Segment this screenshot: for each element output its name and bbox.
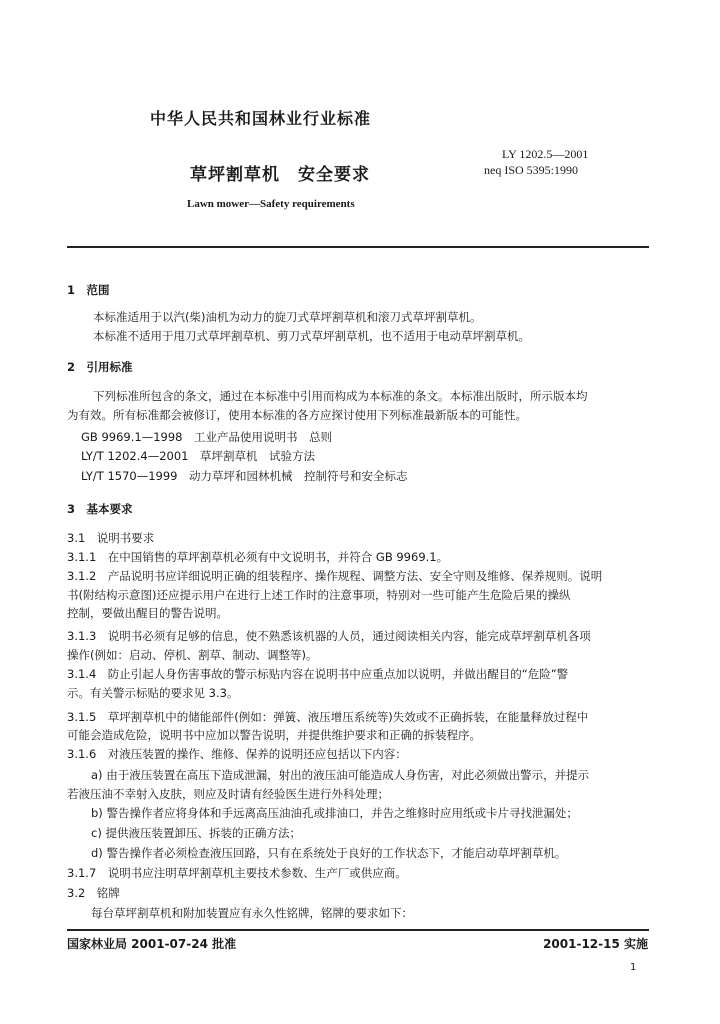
standard-title-cn: 草坪割草机 安全要求	[190, 165, 370, 185]
approval-date: 国家林业局 2001-07-24 批准	[67, 937, 237, 951]
issuing-authority: 中华人民共和国林业行业标准	[150, 109, 372, 128]
text-line: 3.1.2 产品说明书应详细说明正确的组装程序、操作规程、调整方法、安全守则及维修、保养规则。说明	[67, 569, 603, 583]
text-line: 每台草坪割草机和附加装置应有永久性铭牌，铭牌的要求如下：	[91, 906, 413, 920]
page-number: 1	[630, 962, 637, 973]
text-line: 书(附结构示意图)还应提示用户在进行上述工作时的注意事项，特别对一些可能产生危险后果的操纵	[67, 588, 571, 602]
text-line: 3.1.4 防止引起人身伤害事故的警示标贴内容在说明书中应重点加以说明，并做出醒目的“危险”警	[67, 667, 569, 681]
text-line: 本标准不适用于甩刀式草坪割草机、剪刀式草坪割草机，也不适用于电动草坪割草机。	[93, 329, 530, 343]
text-line: b) 警告操作者应将身体和手远离高压油油孔或排油口，并告之维修时应用纸或卡片寻找泄漏处；	[91, 806, 578, 820]
text-line: 操作(例如：启动、停机、割草、制动、调整等)。	[67, 648, 318, 662]
text-line: d) 警告操作者必须检查液压回路，只有在系统处于良好的工作状态下，才能启动草坪割草机。	[91, 846, 567, 860]
section-heading: 2 引用标准	[67, 360, 133, 374]
text-line: 3.1.3 说明书必须有足够的信息，使不熟悉该机器的人员，通过阅读相关内容，能完成草坪割草机各项	[67, 629, 591, 643]
standard-title-en: Lawn mower—Safety requirements	[187, 198, 355, 210]
text-line: 本标准适用于以汽(柴)油机为动力的旋刀式草坪割草机和滚刀式草坪割草机。	[93, 310, 482, 324]
text-line: 3.1 说明书要求	[67, 531, 155, 545]
text-line: 3.1.6 对液压装置的操作、维修、保养的说明还应包括以下内容：	[67, 747, 407, 761]
implementation-date: 2001-12-15 实施	[543, 937, 648, 951]
equivalent-standard-code: neq ISO 5395:1990	[484, 163, 578, 177]
text-line: a) 由于液压装置在高压下造成泄漏，射出的液压油可能造成人身伤害，对此必须做出警示，并提示	[91, 768, 590, 782]
text-line: 控制，要做出醒目的警告说明。	[67, 606, 228, 620]
footer-rule	[67, 929, 649, 931]
standard-code: LY 1202.5—2001	[502, 147, 589, 161]
text-line: 3.1.7 说明书应注明草坪割草机主要技术参数、生产厂或供应商。	[67, 866, 407, 880]
text-line: 为有效。所有标准都会被修订，使用本标准的各方应探讨使用下列标准最新版本的可能性。	[67, 408, 527, 422]
section-heading: 3 基本要求	[67, 502, 133, 516]
section-heading: 1 范围	[67, 283, 110, 297]
text-line: c) 提供液压装置卸压、拆装的正确方法；	[91, 826, 301, 840]
text-line: 示。有关警示标贴的要求见 3.3。	[67, 686, 239, 700]
text-line: 下列标准所包含的条文，通过在本标准中引用而构成为本标准的条文。本标准出版时，所示版本均	[93, 389, 588, 403]
text-line: 3.1.1 在中国销售的草坪割草机必须有中文说明书，并符合 GB 9969.1。	[67, 550, 449, 564]
text-line: LY/T 1570—1999 动力草坪和园林机械 控制符号和安全标志	[81, 469, 408, 483]
text-line: 3.2 铭牌	[67, 886, 120, 900]
text-line: LY/T 1202.4—2001 草坪割草机 试验方法	[81, 449, 315, 463]
text-line: 若液压油不幸射入皮肤，则应及时请有经验医生进行外科处理；	[67, 787, 389, 801]
text-line: 3.1.5 草坪割草机中的储能部件(例如：弹簧、液压增压系统等)失效或不正确拆装，在能量释放过程中	[67, 710, 589, 724]
text-line: GB 9969.1—1998 工业产品使用说明书 总则	[81, 430, 332, 444]
header-rule	[67, 246, 649, 248]
text-line: 可能会造成危险，说明书中应加以警告说明，并提供维护要求和正确的拆装程序。	[67, 728, 481, 742]
